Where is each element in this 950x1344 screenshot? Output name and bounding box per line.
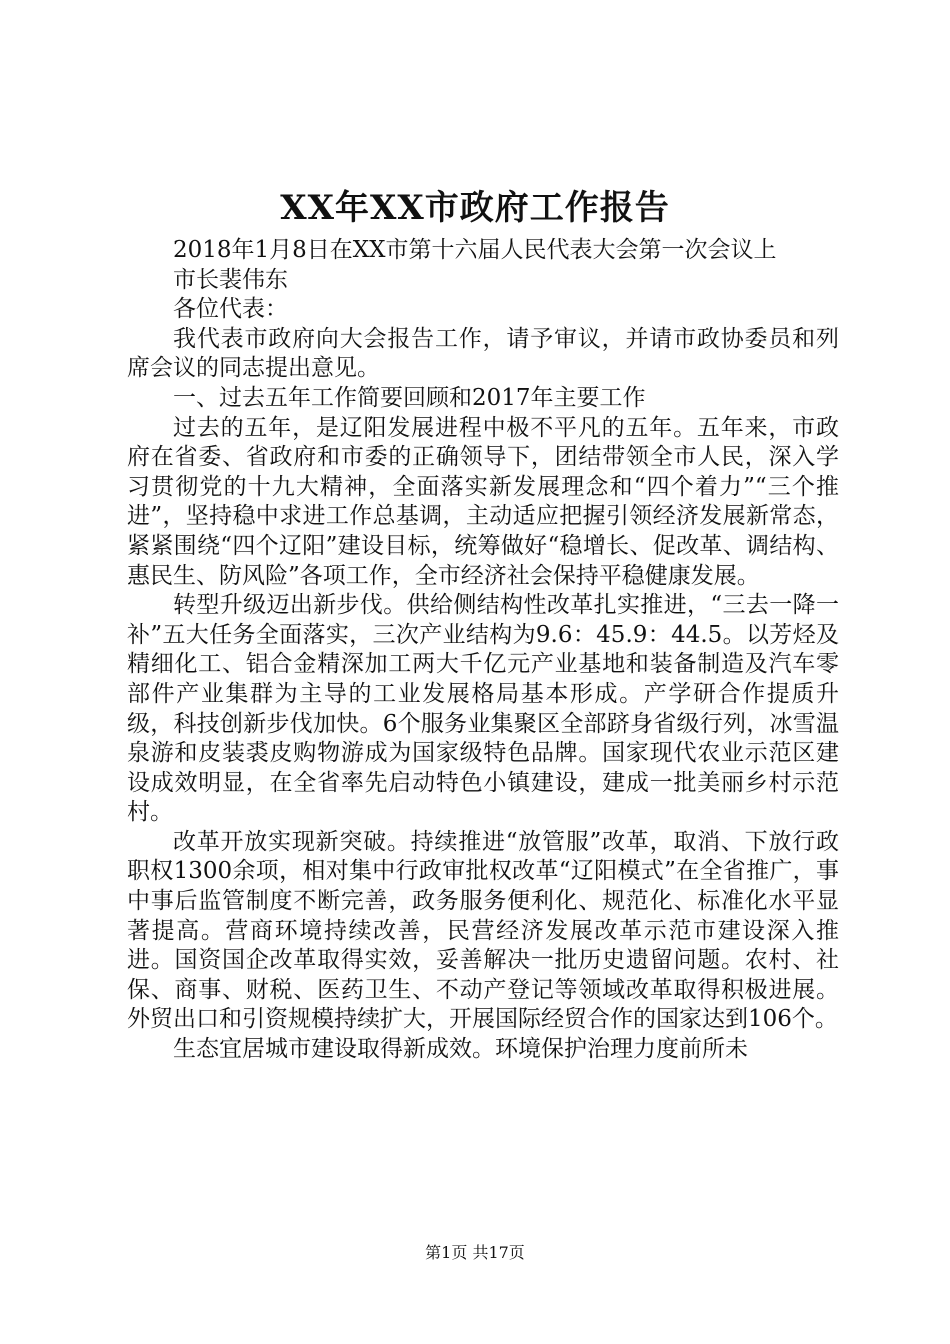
document-title: XX年XX市政府工作报告: [280, 188, 670, 228]
section-heading: 一、过去五年工作简要回顾和2017年主要工作: [173, 384, 646, 411]
salutation-paragraph: 各位代表：: [173, 296, 288, 323]
body-paragraph: 转型升级迈出新步伐。供给侧结构性改革扎实推进，“三去一降一补”五大任务全面落实，三次产业结构为9.6：45.9：44.5。以芳烃及精细化工、铝合金精深加工两大千亿元产业基地和装备制造及汽车零部件产业集群为主导的工业发展格局基本形成。产学研合作提质升级，科技创新步伐加快。6个服务业集聚区全部跻身省级行列，冰雪温泉游和皮装裘皮购物游成为国家级特色品牌。国家现代农业示范区建设成效明显，在全省率先启动特色小镇建设，建成一批美丽乡村示范村。: [127, 592, 839, 826]
speaker-paragraph: 市长裴伟东: [173, 266, 288, 293]
intro-paragraph: 我代表市政府向大会报告工作，请予审议，并请市政协委员和列席会议的同志提出意见。: [127, 325, 839, 382]
meeting-info-paragraph: 2018年1月8日在XX市第十六届人民代表大会第一次会议上: [173, 237, 777, 263]
body-paragraph: 过去的五年，是辽阳发展进程中极不平凡的五年。五年来，市政府在省委、省政府和市委的正确领导下，团结带领全市人民，深入学习贯彻党的十九大精神，全面落实新发展理念和“四个着力”“三个推进”，坚持稳中求进工作总基调，主动适应把握引领经济发展新常态，紧紧围绕“四个辽阳”建设目标，统筹做好“稳增长、促改革、调结构、惠民生、防风险”各项工作，全市经济社会保持平稳健康发展。: [127, 414, 839, 589]
body-paragraph: 生态宜居城市建设取得新成效。环境保护治理力度前所未: [173, 1036, 748, 1063]
body-paragraph: 改革开放实现新突破。持续推进“放管服”改革，取消、下放行政职权1300余项，相对集中行政审批权改革“辽阳模式”在全省推广，事中事后监管制度不断完善，政务服务便利化、规范化、标准化水平显著提高。营商环境持续改善，民营经济发展改革示范市建设深入推进。国资国企改革取得实效，妥善解决一批历史遗留问题。农村、社保、商事、财税、医药卫生、不动产登记等领域改革取得积极进展。外贸出口和引资规模持续扩大，开展国际经贸合作的国家达到106个。: [127, 828, 839, 1033]
document-body: [127, 236, 839, 1065]
page-number-footer: 第1页 共17页: [425, 1243, 525, 1262]
